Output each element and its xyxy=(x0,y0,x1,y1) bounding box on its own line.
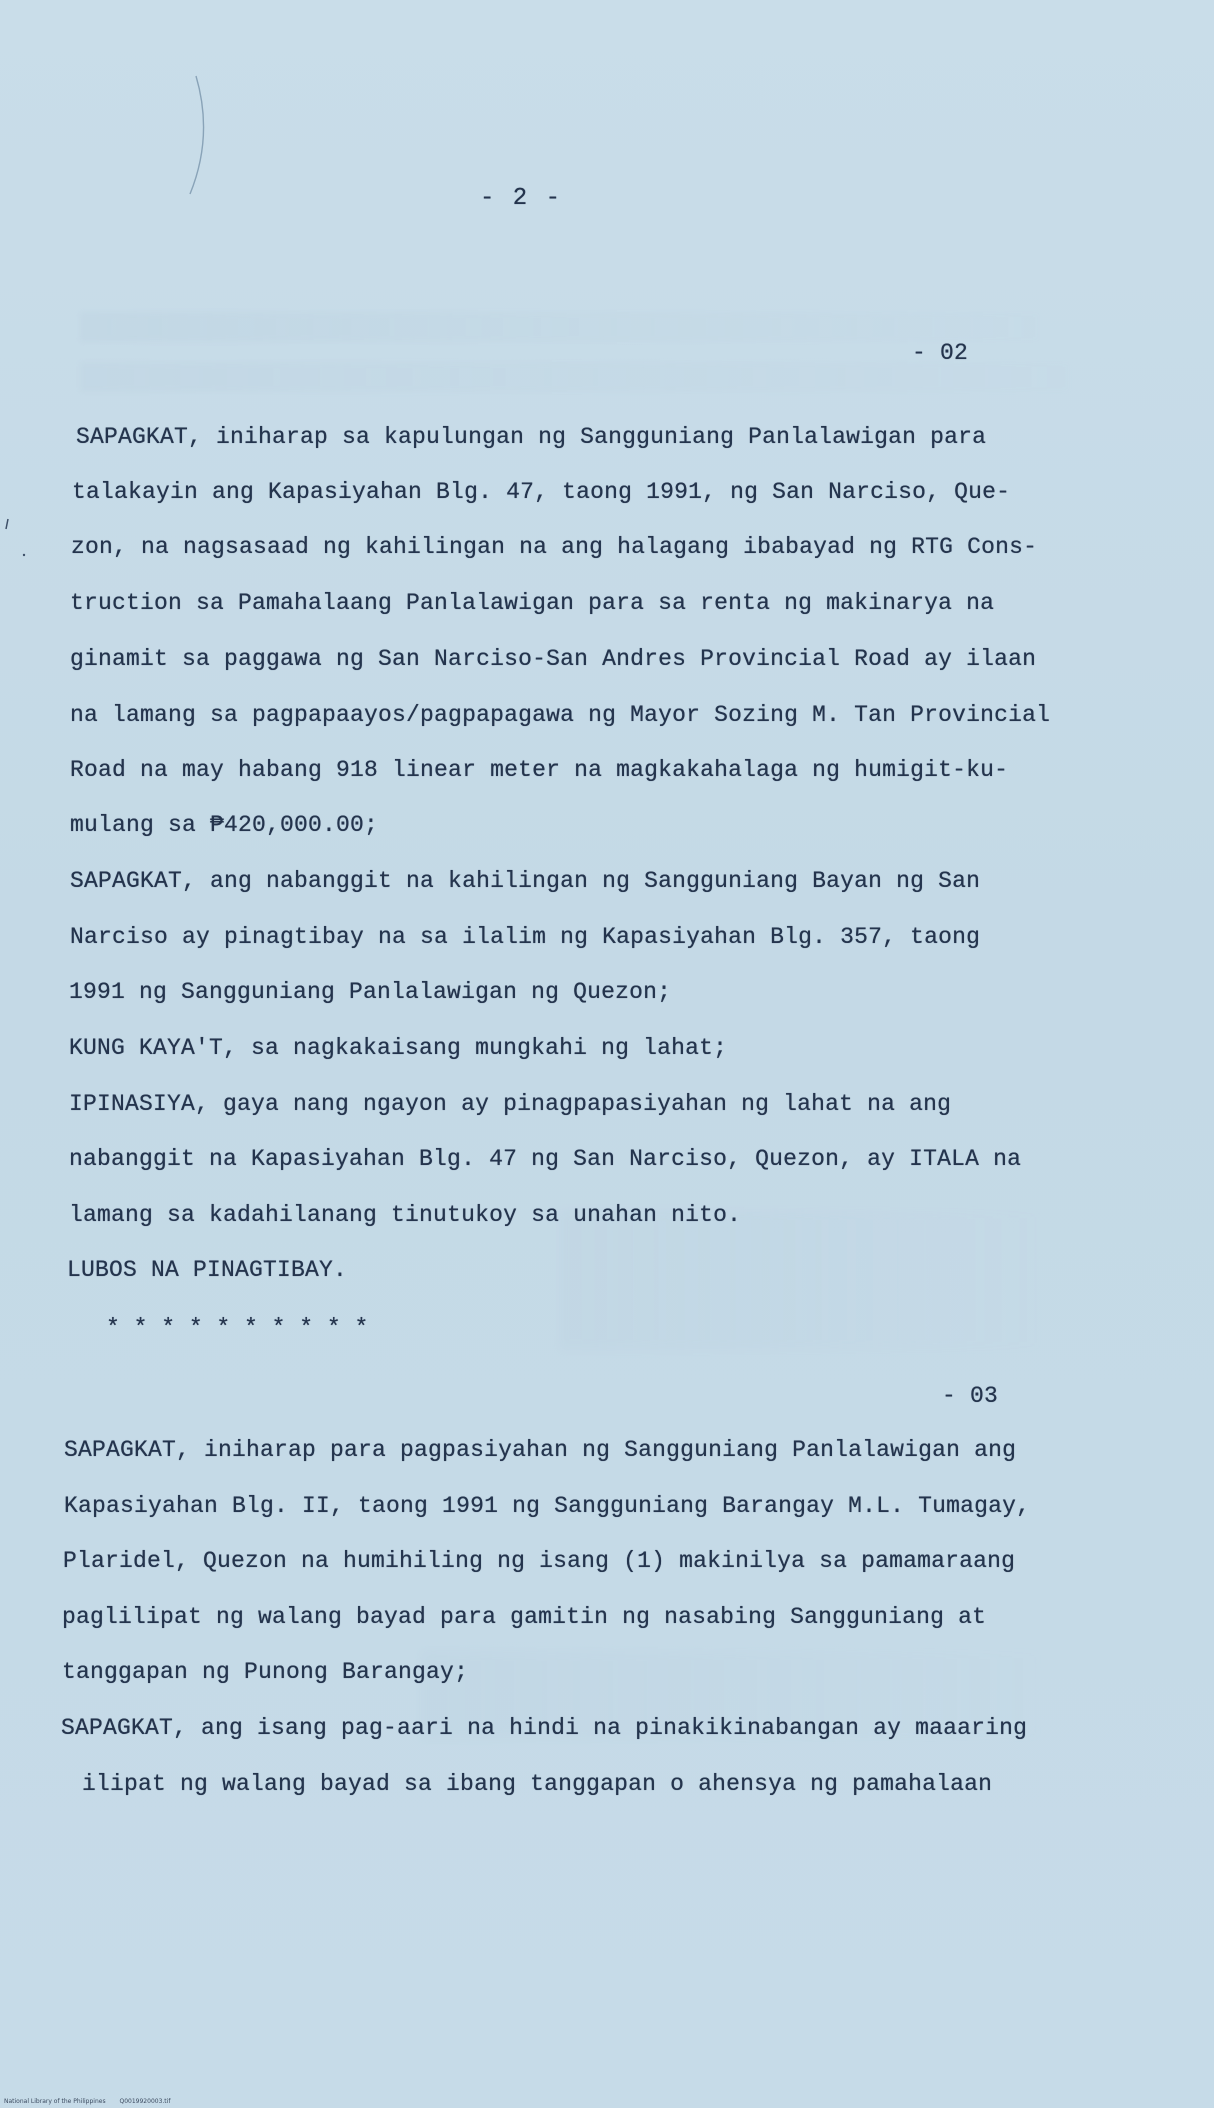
resolution-line: na lamang sa pagpapaayos/pagpapagawa ng Mayor Sozing M. Tan Provincial xyxy=(70,702,1051,728)
margin-pencil-mark xyxy=(180,70,220,200)
resolution-line: LUBOS NA PINAGTIBAY. xyxy=(67,1257,348,1283)
resolution-line: SAPAGKAT, iniharap sa kapulungan ng Sangguniang Panlalawigan para xyxy=(76,424,987,450)
resolution-line: Narciso ay pinagtibay na sa ilalim ng Kapasiyahan Blg. 357, taong xyxy=(70,924,981,950)
bleed-through-shadow xyxy=(560,1210,1040,1350)
resolution-line: SAPAGKAT, ang isang pag-aari na hindi na pinakikinabangan ay maaaring xyxy=(61,1715,1028,1741)
resolution-line: Kapasiyahan Blg. II, taong 1991 ng Sangguniang Barangay M.L. Tumagay, xyxy=(64,1493,1031,1519)
resolution-line: truction sa Pamahalaang Panlalawigan para sa renta ng makinarya na xyxy=(70,590,995,616)
resolution-line: lamang sa kadahilanang tinutukoy sa unahan nito. xyxy=(69,1202,742,1228)
footer-library: National Library of the Philippines xyxy=(4,2098,106,2105)
resolution-line: SAPAGKAT, iniharap para pagpasiyahan ng Sangguniang Panlalawigan ang xyxy=(64,1437,1017,1463)
resolution-line: zon, na nagsasaad ng kahilingan na ang halagang ibabayad ng RTG Cons- xyxy=(71,534,1038,560)
resolution-line: 1991 ng Sangguniang Panlalawigan ng Quezon; xyxy=(69,979,672,1005)
scan-footer xyxy=(4,2098,182,2105)
resolution-line: ilipat ng walang bayad sa ibang tanggapan o ahensya ng pamahalaan xyxy=(82,1771,993,1797)
margin-specks xyxy=(0,515,40,575)
resolution-number: - 02 xyxy=(912,340,969,366)
resolution-line: tanggapan ng Punong Barangay; xyxy=(62,1659,469,1685)
resolution-line: Road na may habang 918 linear meter na magkakahalaga ng humigit-ku- xyxy=(70,757,1009,783)
footer-file-id: Q0019920003.tif xyxy=(119,2098,171,2105)
bleed-through-shadow xyxy=(80,362,1070,392)
resolution-line: nabanggit na Kapasiyahan Blg. 47 ng San Narciso, Quezon, ay ITALA na xyxy=(69,1146,1022,1172)
resolution-line: SAPAGKAT, ang nabanggit na kahilingan ng Sangguniang Bayan ng San xyxy=(70,868,981,894)
resolution-line: Plaridel, Quezon na humihiling ng isang (1) makinilya sa pamamaraang xyxy=(63,1548,1016,1574)
resolution-line: mulang sa ₱420,000.00; xyxy=(70,812,379,838)
page-number: - 2 - xyxy=(480,185,563,212)
bleed-through-shadow xyxy=(80,312,1040,342)
resolution-line: talakayin ang Kapasiyahan Blg. 47, taong 1991, ng San Narciso, Que- xyxy=(72,479,1011,505)
asterisk-separator: * * * * * * * * * * xyxy=(106,1315,369,1341)
resolution-line: IPINASIYA, gaya nang ngayon ay pinagpapasiyahan ng lahat na ang xyxy=(69,1091,952,1117)
resolution-line: paglilipat ng walang bayad para gamitin ng nasabing Sangguniang at xyxy=(62,1604,987,1630)
resolution-number: - 03 xyxy=(942,1383,999,1409)
resolution-line: KUNG KAYA'T, sa nagkakaisang mungkahi ng lahat; xyxy=(69,1035,728,1061)
resolution-line: ginamit sa paggawa ng San Narciso-San Andres Provincial Road ay ilaan xyxy=(70,646,1037,672)
